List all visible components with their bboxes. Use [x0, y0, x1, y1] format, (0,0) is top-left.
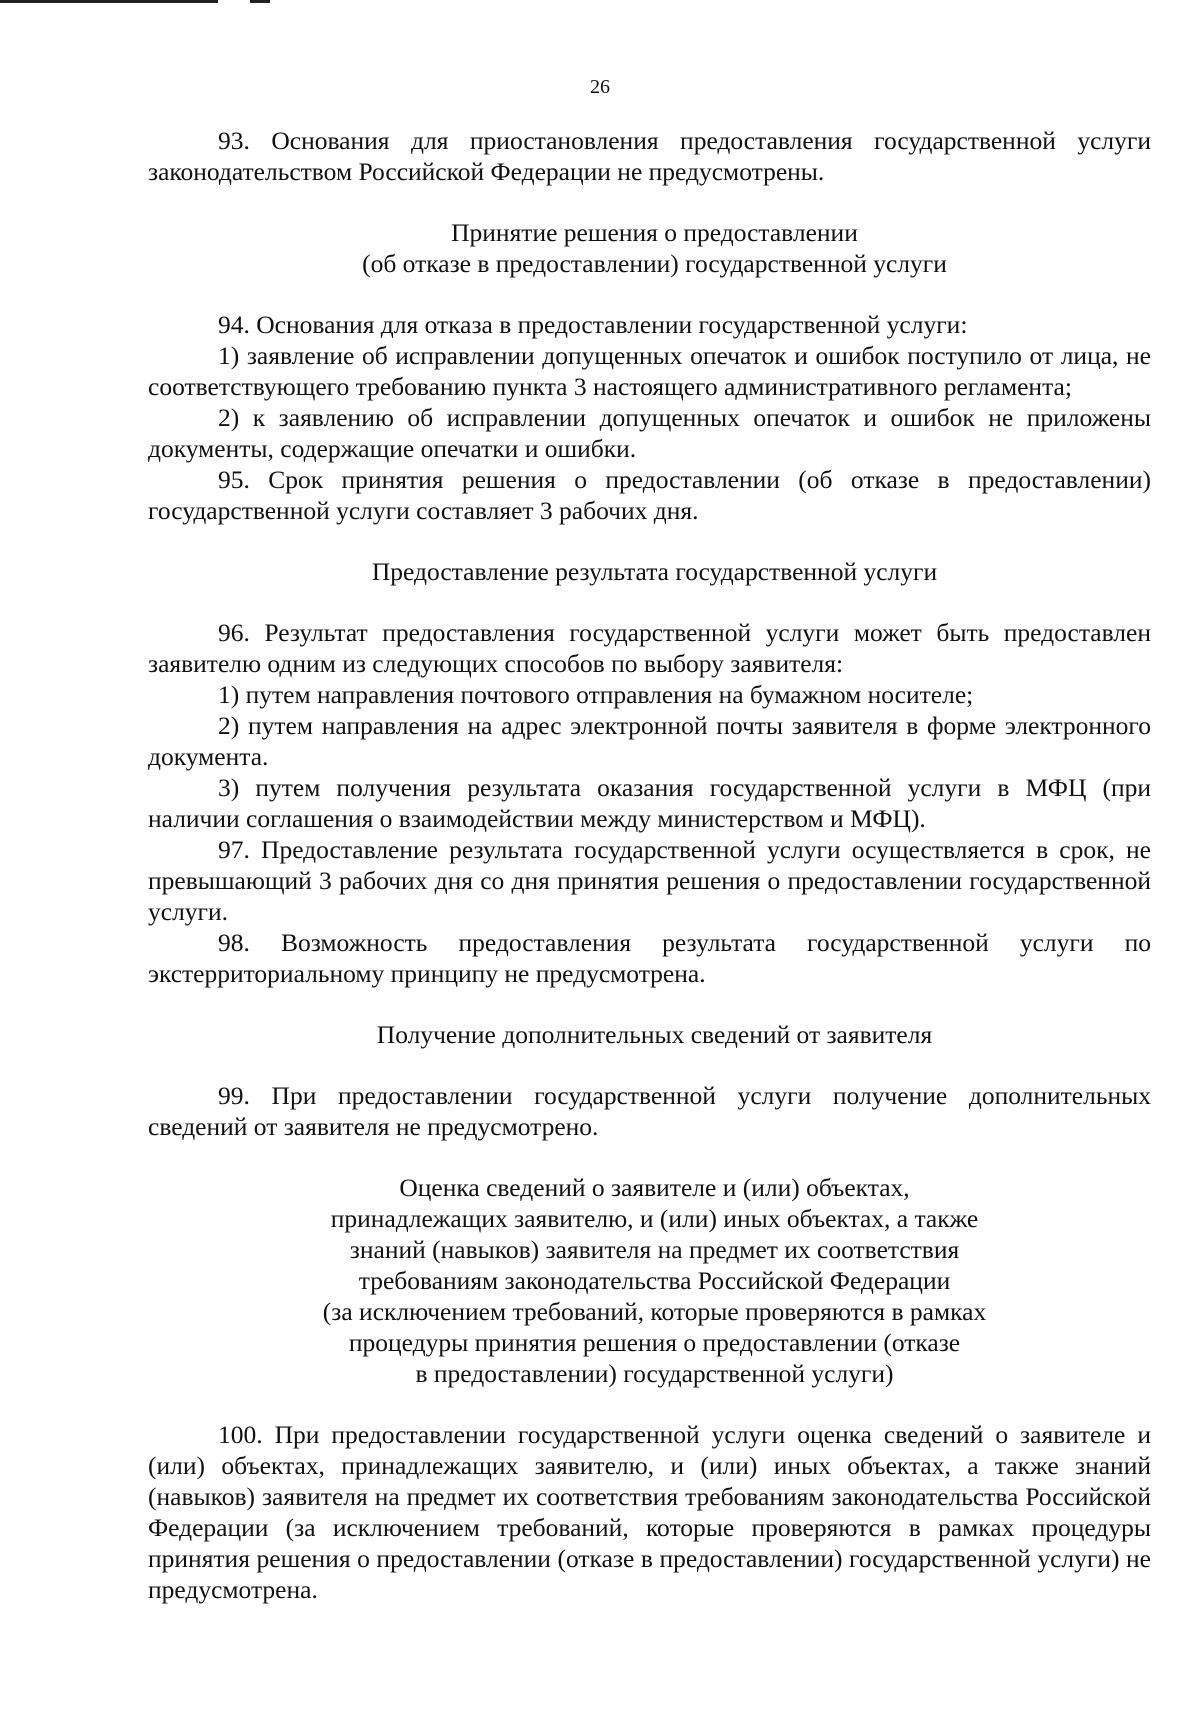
heading-line: требованиям законодательства Российской Федерации: [358, 1266, 951, 1295]
heading-decision: [148, 217, 1151, 279]
paragraph-100: 100. При предоставлении государственной услуги оценка сведений о заявителе и (или) объектах, принадлежащих заявителю, и (или) иных объектах, а также знаний (навыков) заявителя на предмет их соответствия требованиям законодательства Российской Федерации (за исключением требований, которые проверяются в рамках процедуры принятия решения о предоставлении (отказе в предоставлении) государственной услуги) не предусмотрена.: [148, 1420, 1151, 1604]
heading-line: в предоставлении) государственной услуги): [415, 1359, 894, 1388]
heading-additional-info: [148, 1019, 1151, 1050]
heading-assessment: [148, 1172, 1151, 1389]
heading-line: Принятие решения о предоставлении: [451, 218, 858, 247]
heading-line: Оценка сведений о заявителе и (или) объектах,: [399, 1173, 910, 1202]
paragraph-94-item-2: 2) к заявлению об исправлении допущенных опечаток и ошибок не приложены документы, содержащие опечатки и ошибки.: [148, 403, 1151, 463]
heading-line: принадлежащих заявителю, и (или) иных объектах, а также: [330, 1204, 979, 1233]
paragraph-94: 94. Основания для отказа в предоставлении государственной услуги:: [218, 310, 968, 339]
paragraph-95: 95. Срок принятия решения о предоставлении (об отказе в предоставлении) государственной услуги составляет 3 рабочих дня.: [148, 465, 1151, 525]
paragraph-98: 98. Возможность предоставления результата государственной услуги по экстерриториальному принципу не предусмотрена.: [148, 928, 1151, 988]
paragraph-99: 99. При предоставлении государственной услуги получение дополнительных сведений от заявителя не предусмотрено.: [148, 1081, 1151, 1141]
scan-edge-mark: [0, 0, 218, 3]
scan-edge-mark: [250, 0, 270, 3]
paragraph-96-item-2: 2) путем направления на адрес электронной почты заявителя в форме электронного документа.: [148, 711, 1151, 771]
paragraph-93: 93. Основания для приостановления предоставления государственной услуги законодательством Российской Федерации не предусмотрены.: [148, 126, 1151, 186]
paragraph-96-item-3: 3) путем получения результата оказания государственной услуги в МФЦ (при наличии соглашения о взаимодействии между министерством и МФЦ).: [148, 773, 1151, 833]
heading-line: Получение дополнительных сведений от заявителя: [376, 1020, 933, 1049]
heading-line: процедуры принятия решения о предоставлении (отказе: [348, 1328, 961, 1357]
document-body: [148, 125, 1151, 1605]
heading-line: знаний (навыков) заявителя на предмет их соответствия: [349, 1235, 960, 1264]
paragraph-97: 97. Предоставление результата государственной услуги осуществляется в срок, не превышающий 3 рабочих дня со дня принятия решения о предоставлении государственной услуги.: [148, 835, 1151, 926]
paragraph-94-item-1: 1) заявление об исправлении допущенных опечаток и ошибок поступило от лица, не соответствующего требованию пункта 3 настоящего административного регламента;: [148, 341, 1151, 401]
page-number: 26: [590, 76, 610, 98]
heading-line: Предоставление результата государственной услуги: [371, 557, 938, 586]
heading-line: (об отказе в предоставлении) государственной услуги: [362, 249, 947, 278]
paragraph-96: 96. Результат предоставления государственной услуги может быть предоставлен заявителю одним из следующих способов по выбору заявителя:: [148, 618, 1151, 678]
heading-result: [148, 556, 1151, 587]
paragraph-96-item-1: 1) путем направления почтового отправления на бумажном носителе;: [218, 680, 974, 709]
heading-line: (за исключением требований, которые проверяются в рамках: [322, 1297, 987, 1326]
